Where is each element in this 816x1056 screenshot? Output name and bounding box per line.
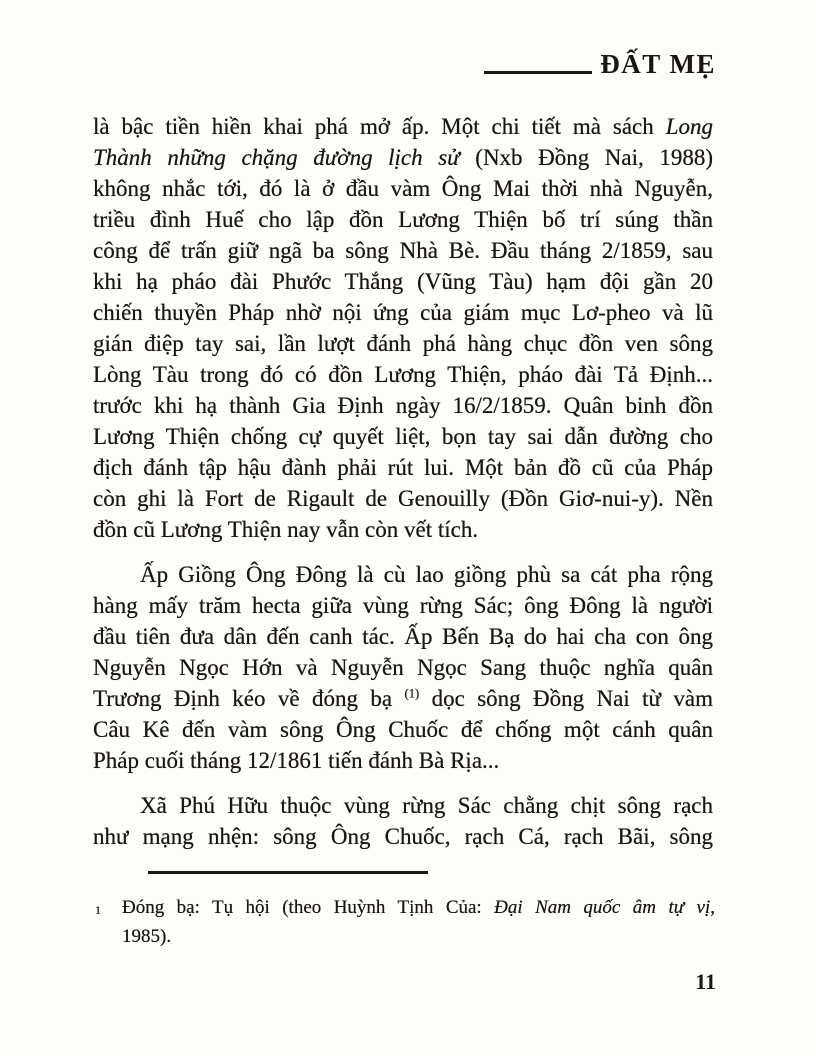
- text-line: [122, 893, 715, 922]
- text-segment: 1985).: [122, 926, 172, 947]
- footnote-text: [122, 893, 715, 951]
- text-line: [93, 297, 713, 328]
- text-line: [93, 714, 713, 745]
- text-line: [93, 173, 713, 204]
- text-segment: Lòng Tàu trong đó có đồn Lương Thiện, pháo đài Tả Định...: [93, 362, 713, 387]
- text-line: [93, 514, 713, 545]
- text-segment: là bậc tiền hiền khai phá mở ấp. Một chi tiết mà sách: [93, 114, 666, 139]
- text-segment: ,: [710, 897, 715, 918]
- page-number: 11: [695, 969, 716, 994]
- text-segment: (Nxb Đồng Nai, 1988): [459, 145, 714, 170]
- paragraph: [93, 111, 713, 545]
- footnote-ref: (1): [404, 686, 420, 701]
- text-segment: gián điệp tay sai, lần lượt đánh phá hàng chục đồn ven sông: [93, 331, 713, 356]
- footnote: [95, 893, 715, 951]
- text-segment: đồn cũ Lương Thiện nay vẫn còn vết tích.: [93, 517, 479, 542]
- text-segment: Câu Kê đến vàm sông Ông Chuốc để chống một cánh quân: [93, 717, 713, 742]
- text-line: [93, 111, 713, 142]
- paragraph: [93, 790, 713, 852]
- text-segment: Lương Thiện chống cự quyết liệt, bọn tay sai dẫn đường cho: [93, 424, 713, 449]
- text-line: [93, 821, 713, 852]
- footnote-separator: [148, 871, 428, 874]
- italic-text: Đại Nam quốc âm tự vị: [494, 897, 711, 918]
- text-line: [93, 590, 713, 621]
- running-header: [484, 49, 716, 80]
- text-line: [93, 483, 713, 514]
- text-segment: công để trấn giữ ngã ba sông Nhà Bè. Đầu tháng 2/1859, sau: [93, 238, 713, 263]
- body-text: [93, 111, 713, 852]
- text-segment: dọc sông Đồng Nai từ vàm: [419, 686, 713, 711]
- header-title: ĐẤT MẸ: [600, 49, 716, 79]
- header-rule: [484, 71, 592, 74]
- text-line: [93, 452, 713, 483]
- text-segment: trước khi hạ thành Gia Định ngày 16/2/1859. Quân binh đồn: [93, 393, 713, 418]
- text-segment: Xã Phú Hữu thuộc vùng rừng Sác chằng chịt sông rạch: [140, 793, 713, 818]
- text-line: [93, 652, 713, 683]
- text-line: [93, 359, 713, 390]
- text-segment: chiến thuyền Pháp nhờ nội ứng của giám mục Lơ-pheo và lũ: [93, 300, 713, 325]
- italic-text: Long: [665, 114, 713, 139]
- text-segment: như mạng nhện: sông Ông Chuốc, rạch Cá, rạch Bãi, sông: [93, 824, 713, 849]
- text-segment: địch đánh tập hậu đành phải rút lui. Một bản đồ cũ của Pháp: [93, 455, 713, 480]
- text-line: [93, 204, 713, 235]
- text-line: [122, 922, 715, 951]
- text-line: [93, 142, 713, 173]
- text-segment: hàng mấy trăm hecta giữa vùng rừng Sác; ông Đông là người: [93, 593, 713, 618]
- text-line: [93, 390, 713, 421]
- paragraph: [93, 559, 713, 776]
- text-segment: Nguyễn Ngọc Hớn và Nguyễn Ngọc Sang thuộc nghĩa quân: [93, 655, 713, 680]
- text-segment: khi hạ pháo đài Phước Thắng (Vũng Tàu) hạm đội gần 20: [93, 269, 713, 294]
- text-line: [93, 235, 713, 266]
- text-line: [93, 266, 713, 297]
- text-segment: Ấp Giồng Ông Đông là cù lao giồng phù sa cát pha rộng: [140, 562, 713, 587]
- text-segment: Đóng bạ: Tụ hội (theo Huỳnh Tịnh Của:: [122, 897, 495, 918]
- text-segment: triều đình Huế cho lập đồn Lương Thiện bố trí súng thần: [93, 207, 713, 232]
- text-segment: không nhắc tới, đó là ở đầu vàm Ông Mai thời nhà Nguyễn,: [93, 176, 713, 201]
- text-line: [93, 328, 713, 359]
- text-line: [93, 621, 713, 652]
- text-line: [93, 421, 713, 452]
- text-line: [93, 745, 713, 776]
- text-line: [93, 683, 713, 714]
- text-segment: còn ghi là Fort de Rigault de Genouilly (Đồn Giơ-nui-y). Nền: [93, 486, 713, 511]
- text-segment: Trương Định kéo về đóng bạ: [93, 686, 405, 711]
- italic-text: Thành những chặng đường lịch sử: [93, 145, 460, 170]
- text-line: [93, 559, 713, 590]
- text-line: [93, 790, 713, 821]
- text-segment: Pháp cuối tháng 12/1861 tiến đánh Bà Rịa...: [93, 748, 500, 773]
- text-segment: đầu tiên đưa dân đến canh tác. Ấp Bến Bạ do hai cha con ông: [93, 624, 713, 649]
- footnote-marker: 1: [95, 903, 101, 917]
